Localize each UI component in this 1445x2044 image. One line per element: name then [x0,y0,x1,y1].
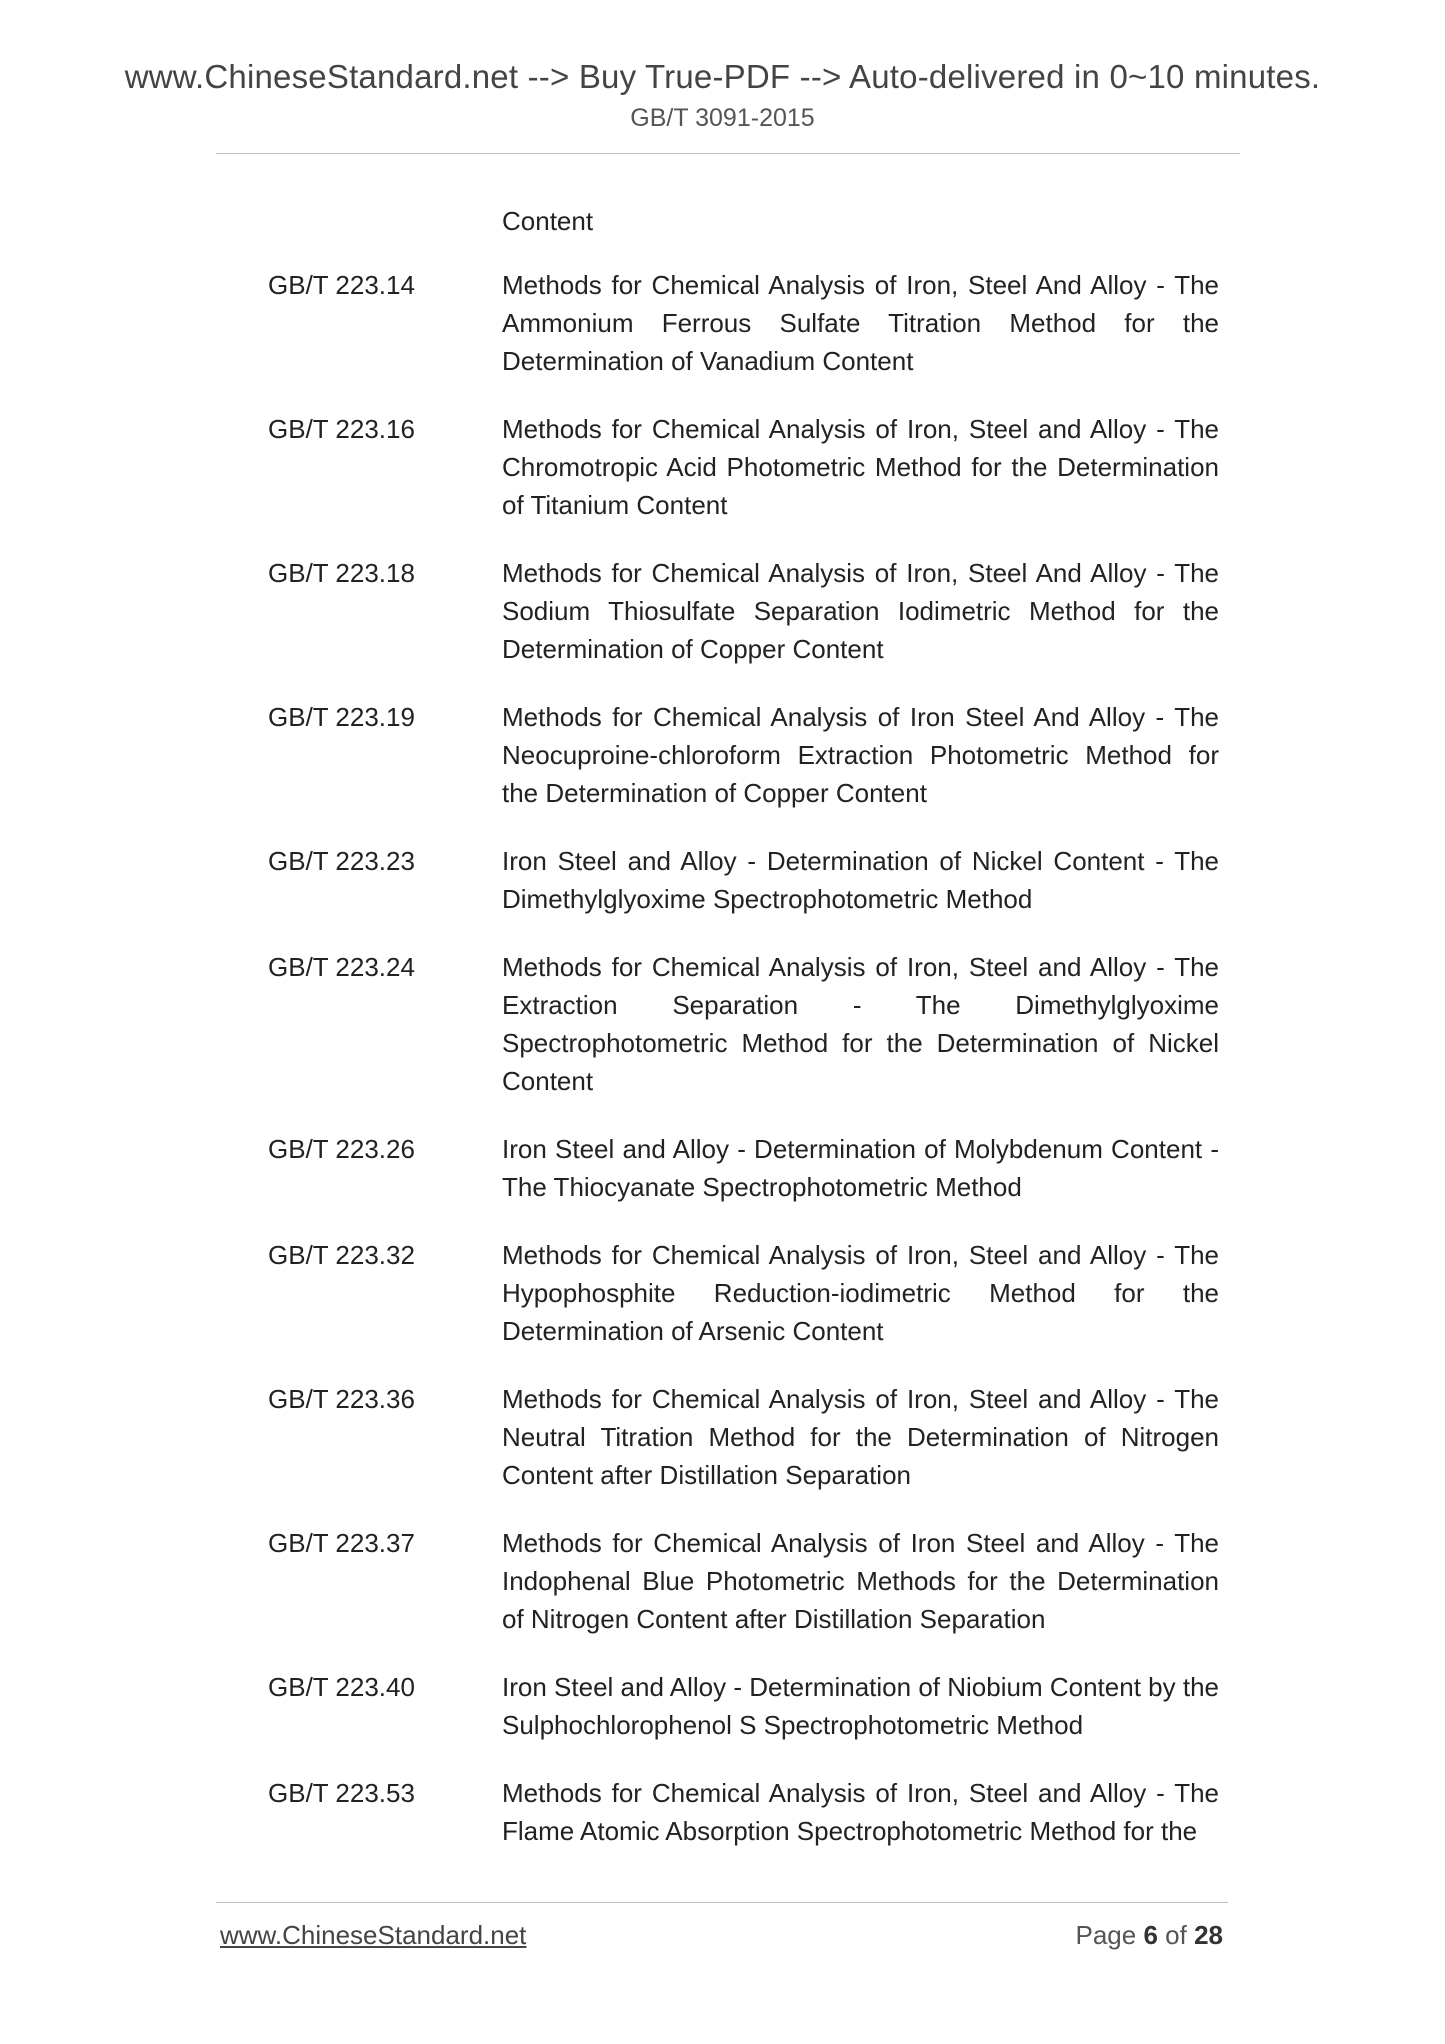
reference-title: Methods for Chemical Analysis of Iron, Steel and Alloy - The Chromotropic Acid Photometric Method for the Determination of Titanium Content [502,414,1219,520]
reference-code: GB/T 223.18 [268,558,415,588]
reference-code: GB/T 223.40 [268,1672,415,1702]
reference-title: Methods for Chemical Analysis of Iron, Steel and Alloy - The Extraction Separation - The Dimethylglyoxime Spectrophotometric Method for the Determination of Nickel Content [502,952,1219,1096]
reference-code: GB/T 223.23 [268,846,415,876]
page-word: Page [1075,1920,1137,1950]
reference-item [0,1668,1445,1744]
reference-item [0,698,1445,812]
page-of-word: of [1165,1920,1187,1950]
reference-item [0,1130,1445,1206]
reference-code: GB/T 223.19 [268,702,415,732]
reference-item [0,554,1445,668]
header-divider [216,153,1240,154]
header-doc-code: GB/T 3091-2015 [630,104,815,132]
reference-item [0,948,1445,1100]
reference-title: Iron Steel and Alloy - Determination of Nickel Content - The Dimethylglyoxime Spectrophotometric Method [502,846,1219,914]
page-current: 6 [1143,1920,1158,1950]
reference-item [0,266,1445,380]
reference-code: GB/T 223.36 [268,1384,415,1414]
reference-title: Iron Steel and Alloy - Determination of Molybdenum Content - The Thiocyanate Spectrophotometric Method [502,1134,1219,1202]
reference-list [0,266,1445,1850]
reference-item [0,842,1445,918]
reference-title: Iron Steel and Alloy - Determination of Niobium Content by the Sulphochlorophenol S Spectrophotometric Method [502,1672,1219,1740]
reference-title: Methods for Chemical Analysis of Iron, Steel and Alloy - The Hypophosphite Reduction-iodimetric Method for the Determination of Arsenic Content [502,1240,1219,1346]
reference-item [0,1380,1445,1494]
reference-item [0,1774,1445,1850]
reference-code: GB/T 223.32 [268,1240,415,1270]
reference-item [0,410,1445,524]
continued-text: Content [502,206,594,236]
reference-title: Methods for Chemical Analysis of Iron, Steel And Alloy - The Ammonium Ferrous Sulfate Titration Method for the Determination of Vanadium Content [502,270,1219,376]
reference-code: GB/T 223.14 [268,270,415,300]
reference-code: GB/T 223.26 [268,1134,415,1164]
reference-code: GB/T 223.24 [268,952,415,982]
reference-code: GB/T 223.53 [268,1778,415,1808]
reference-item [0,1236,1445,1350]
page-total: 28 [1194,1920,1223,1950]
reference-code: GB/T 223.16 [268,414,415,444]
reference-title: Methods for Chemical Analysis of Iron, Steel And Alloy - The Sodium Thiosulfate Separation Iodimetric Method for the Determination of Copper Content [502,558,1219,664]
reference-title: Methods for Chemical Analysis of Iron, Steel and Alloy - The Neutral Titration Method for the Determination of Nitrogen Content after Distillation Separation [502,1384,1219,1490]
reference-item [0,1524,1445,1638]
reference-code: GB/T 223.37 [268,1528,415,1558]
footer-site-link[interactable]: www.ChineseStandard.net [220,1920,527,1950]
header-banner: www.ChineseStandard.net --> Buy True-PDF --> Auto-delivered in 0~10 minutes. [124,58,1321,95]
reference-title: Methods for Chemical Analysis of Iron, Steel and Alloy - The Flame Atomic Absorption Spectrophotometric Method for the [502,1778,1219,1846]
reference-title: Methods for Chemical Analysis of Iron Steel and Alloy - The Indophenal Blue Photometric Methods for the Determination of Nitrogen Content after Distillation Separation [502,1528,1219,1634]
page-indicator [1075,1920,1223,1951]
footer-divider [216,1902,1228,1903]
reference-title: Methods for Chemical Analysis of Iron Steel And Alloy - The Neocuproine-chloroform Extraction Photometric Method for the Determination of Copper Content [502,702,1219,808]
